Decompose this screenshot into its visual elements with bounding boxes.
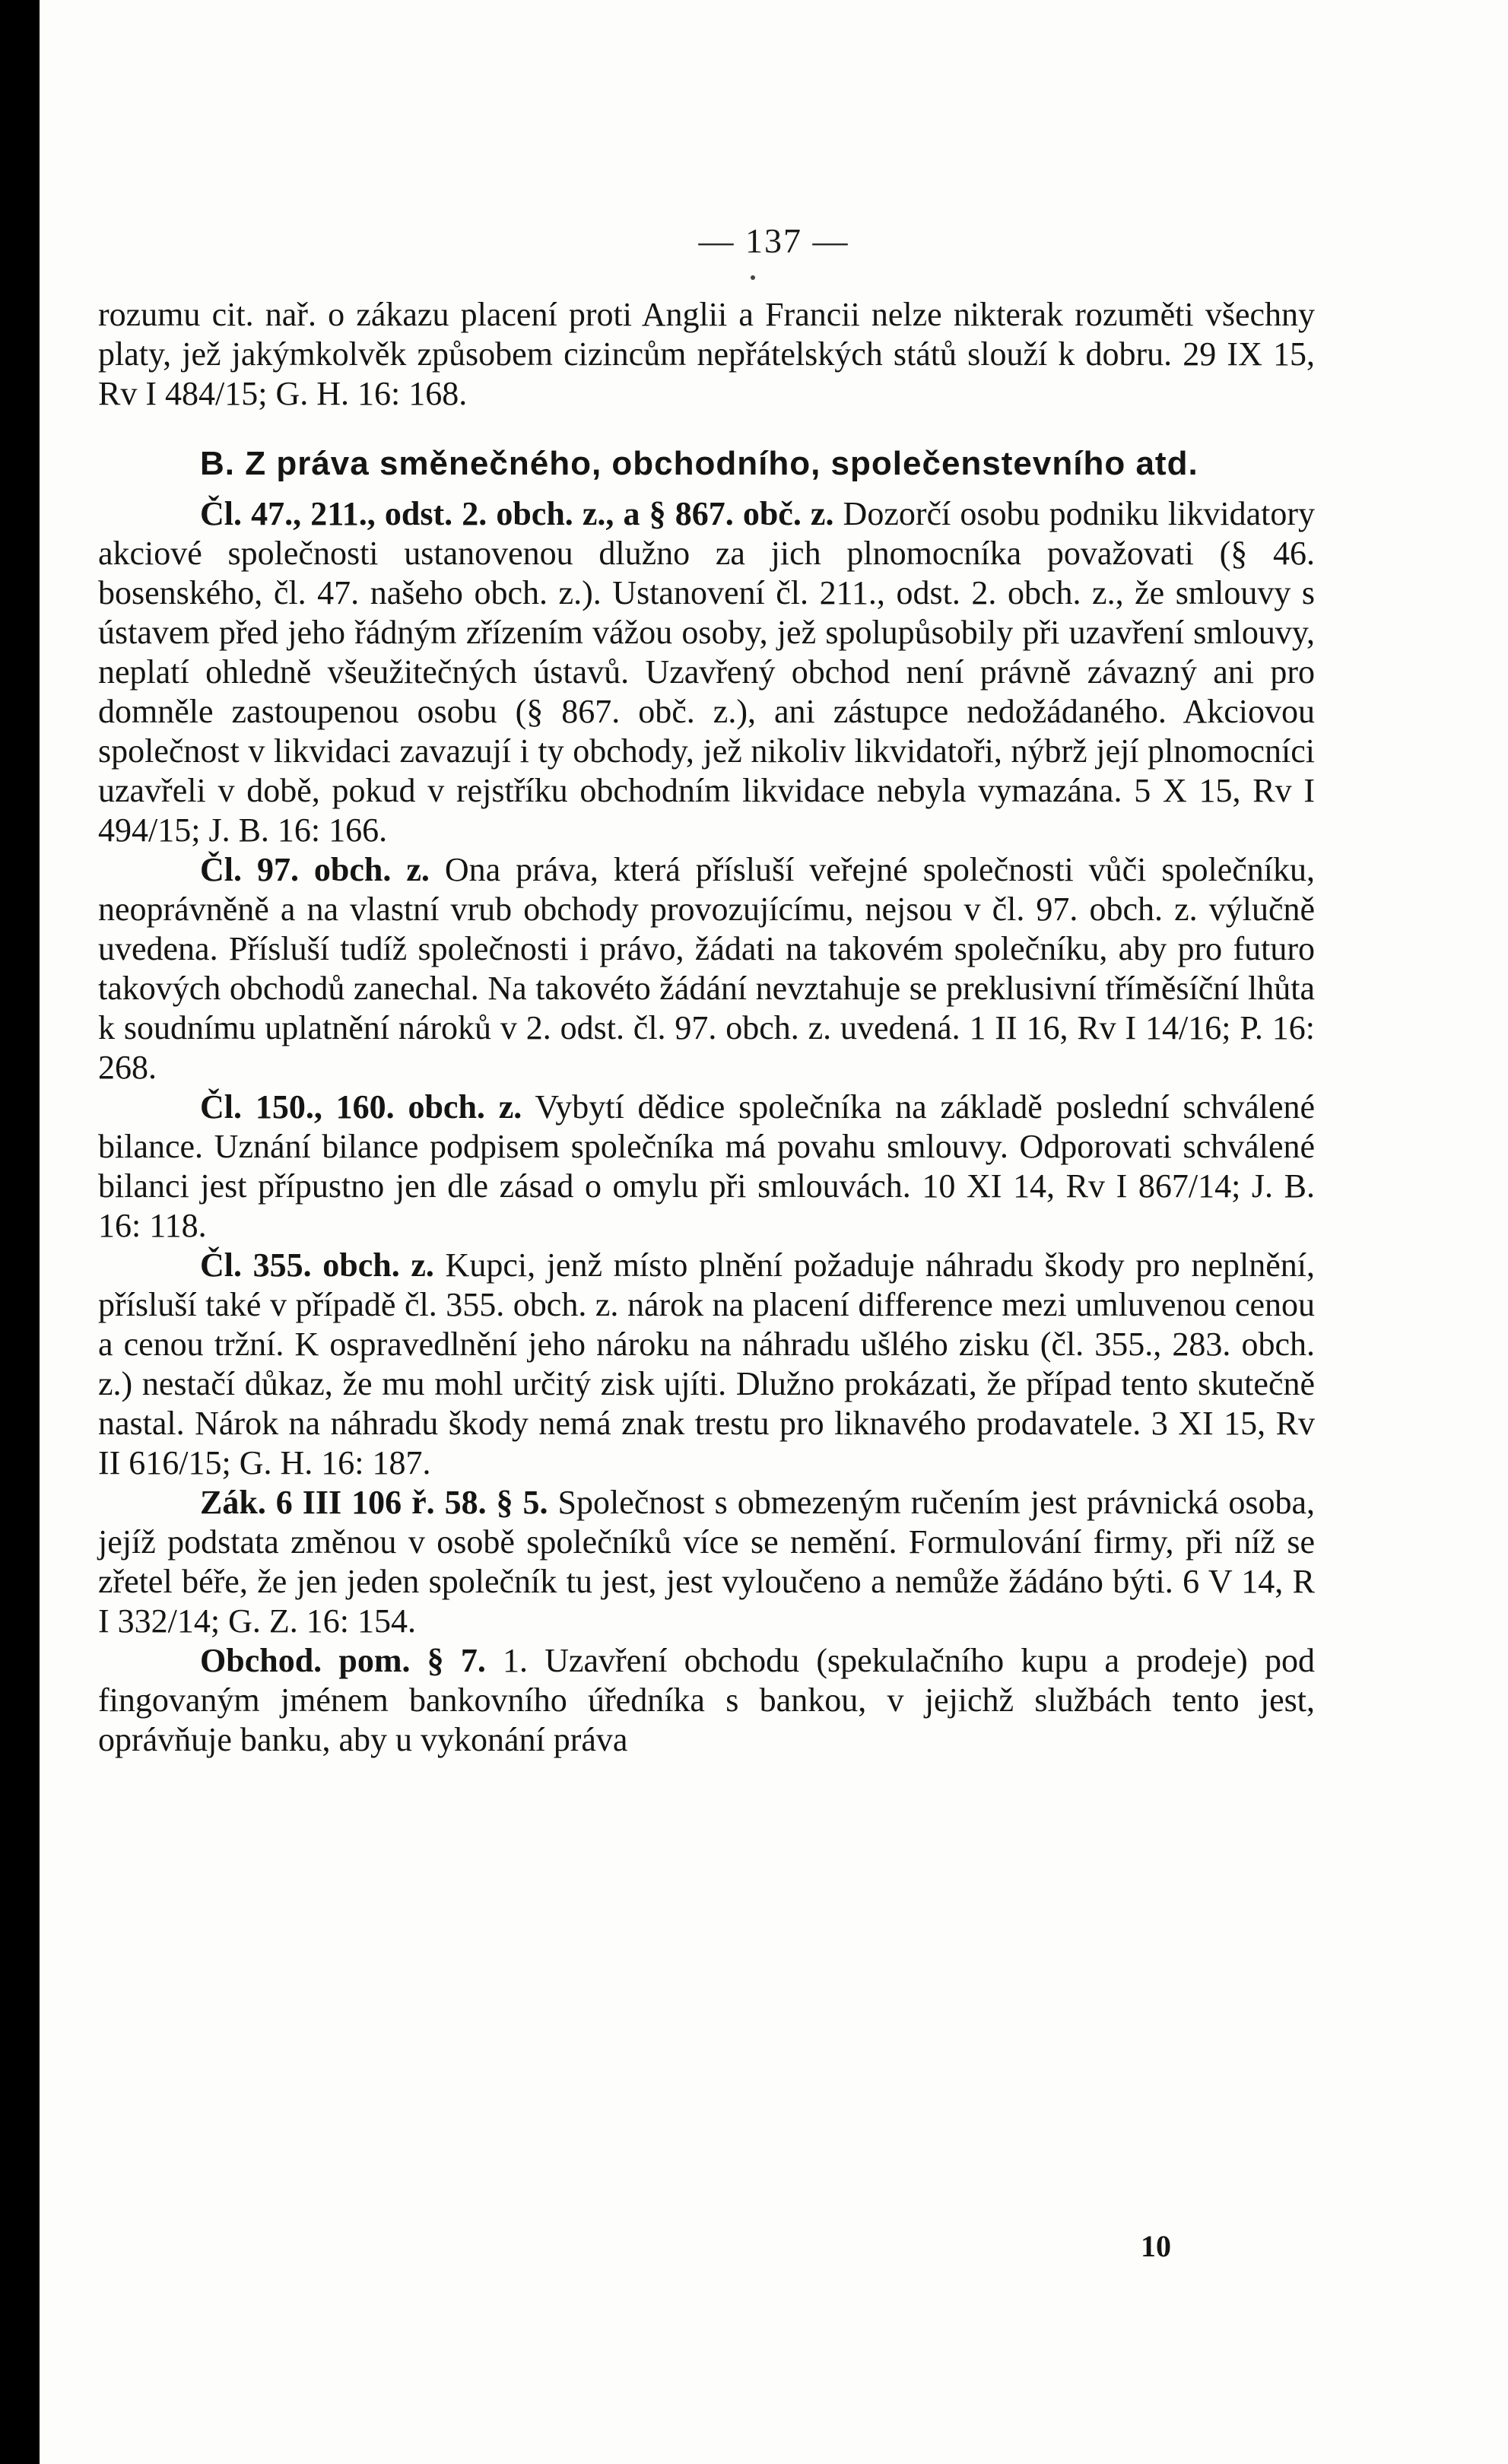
entry-text: Vybytí dědice společníka na základě poslední schválené bilance. Uznání bilance podpisem společníka má povahu smlouvy. Odporovati schválené bilanci jest přípustno jen dle zásad o omylu při smlouvách. 10 XI 14, Rv I 867/14; J. B. 16: 118.: [98, 1088, 1316, 1244]
print-speck: [751, 275, 755, 280]
entry-paragraph: [98, 850, 1315, 1088]
entry-paragraph: [98, 1246, 1315, 1483]
signature-mark: 10: [1141, 2229, 1171, 2263]
entry-lead: Čl. 150., 160. obch. z.: [200, 1088, 522, 1126]
entry-text: 1. Uzavření obchodu (spekulačního kupu a prodeje) pod fingovaným jménem bankovního úředníka s bankou, v jejichž službách tento jest, oprávňuje banku, aby u vykonání práva: [98, 1642, 1315, 1758]
entry-text: Kupci, jenž místo plnění požaduje náhradu škody pro neplnění, přísluší také v případě čl. 355. obch. z. nárok na placení difference mezi umluvenou cenou a cenou tržní. K ospravedlnění jeho nároku na náhradu ušlého zisku (čl. 355., 283. obch. z.) nestačí důkaz, že mu mohl určitý zisk ujíti. Dlužno prokázati, že případ tento skutečně nastal. Nárok na náhradu škody nemá znak trestu pro liknavého prodavatele. 3 XI 15, Rv II 616/15; G. H. 16: 187.: [98, 1246, 1315, 1481]
entry-lead: Čl. 47., 211., odst. 2. obch. z., a § 867. obč. z.: [200, 495, 834, 532]
entry-lead: Čl. 97. obch. z.: [200, 851, 430, 888]
body-text: [98, 295, 1315, 1760]
section-heading: B. Z práva směnečného, obchodního, společenstevního atd.: [200, 445, 1198, 482]
page-number-header: — 137 —: [698, 221, 849, 260]
entry-lead: Čl. 355. obch. z.: [200, 1246, 434, 1284]
entry-text: Společnost s obmezeným ručením jest právnická osoba, jejíž podstata změnou v osobě společníků více se nemění. Formulování firmy, při níž se zřetel béře, že jen jeden společník tu jest, jest vyloučeno a nemůže žádáno býti. 6 V 14, R I 332/14; G. Z. 16: 154.: [98, 1484, 1316, 1640]
entry-paragraph: [98, 1088, 1315, 1246]
entry-lead: Zák. 6 III 106 ř. 58. § 5.: [200, 1484, 548, 1521]
paragraph-text: rozumu cit. nař. o zákazu placení proti Anglii a Francii nelze nikterak rozuměti všechny platy, jež jakýmkolvěk způsobem cizincům nepřátelských států slouží k dobru. 29 IX 15, Rv I 484/15; G. H. 16: 168.: [98, 296, 1315, 412]
document-page: [40, 0, 1508, 2464]
entry-text: Dozorčí osobu podniku likvidatory akciové společnosti ustanovenou dlužno za jich plnomocníka považovati (§ 46. bosenského, čl. 47. našeho obch. z.). Ustanovení čl. 211., odst. 2. obch. z., že smlouvy s ústavem před jeho řádným zřízením vážou osoby, jež spolupůsobily při uzavření smlouvy, neplatí ohledně všeužitečných ústavů. Uzavřený obchod není právně závazný ani pro domněle zastoupenou osobu (§ 867. obč. z.), ani zástupce nedožádaného. Akciovou společnost v likvidaci zavazují i ty obchody, jež nikoliv likvidatoři, nýbrž její plnomocníci uzavřeli v době, pokud v rejstříku obchodním likvidace nebyla vymazána. 5 X 15, Rv I 494/15; J. B. 16: 166.: [98, 495, 1315, 849]
entry-text: Ona práva, která přísluší veřejné společnosti vůči společníku, neoprávněně a na vlastní vrub obchody provozujícímu, nejsou v čl. 97. obch. z. výlučně uvedena. Přísluší tudíž společnosti i právo, žádati na takovém společníku, aby pro futuro takových obchodů zanechal. Na takovéto žádání nevztahuje se preklusivní tříměsíční lhůta k soudnímu uplatnění nároků v 2. odst. čl. 97. obch. z. uvedená. 1 II 16, Rv I 14/16; P. 16: 268.: [98, 851, 1315, 1086]
entry-paragraph: [98, 494, 1315, 850]
entry-paragraph: [98, 1483, 1315, 1641]
entry-lead: Obchod. pom. § 7.: [200, 1642, 486, 1679]
paragraph-continuation: [98, 295, 1315, 414]
entry-paragraph: [98, 1641, 1315, 1760]
